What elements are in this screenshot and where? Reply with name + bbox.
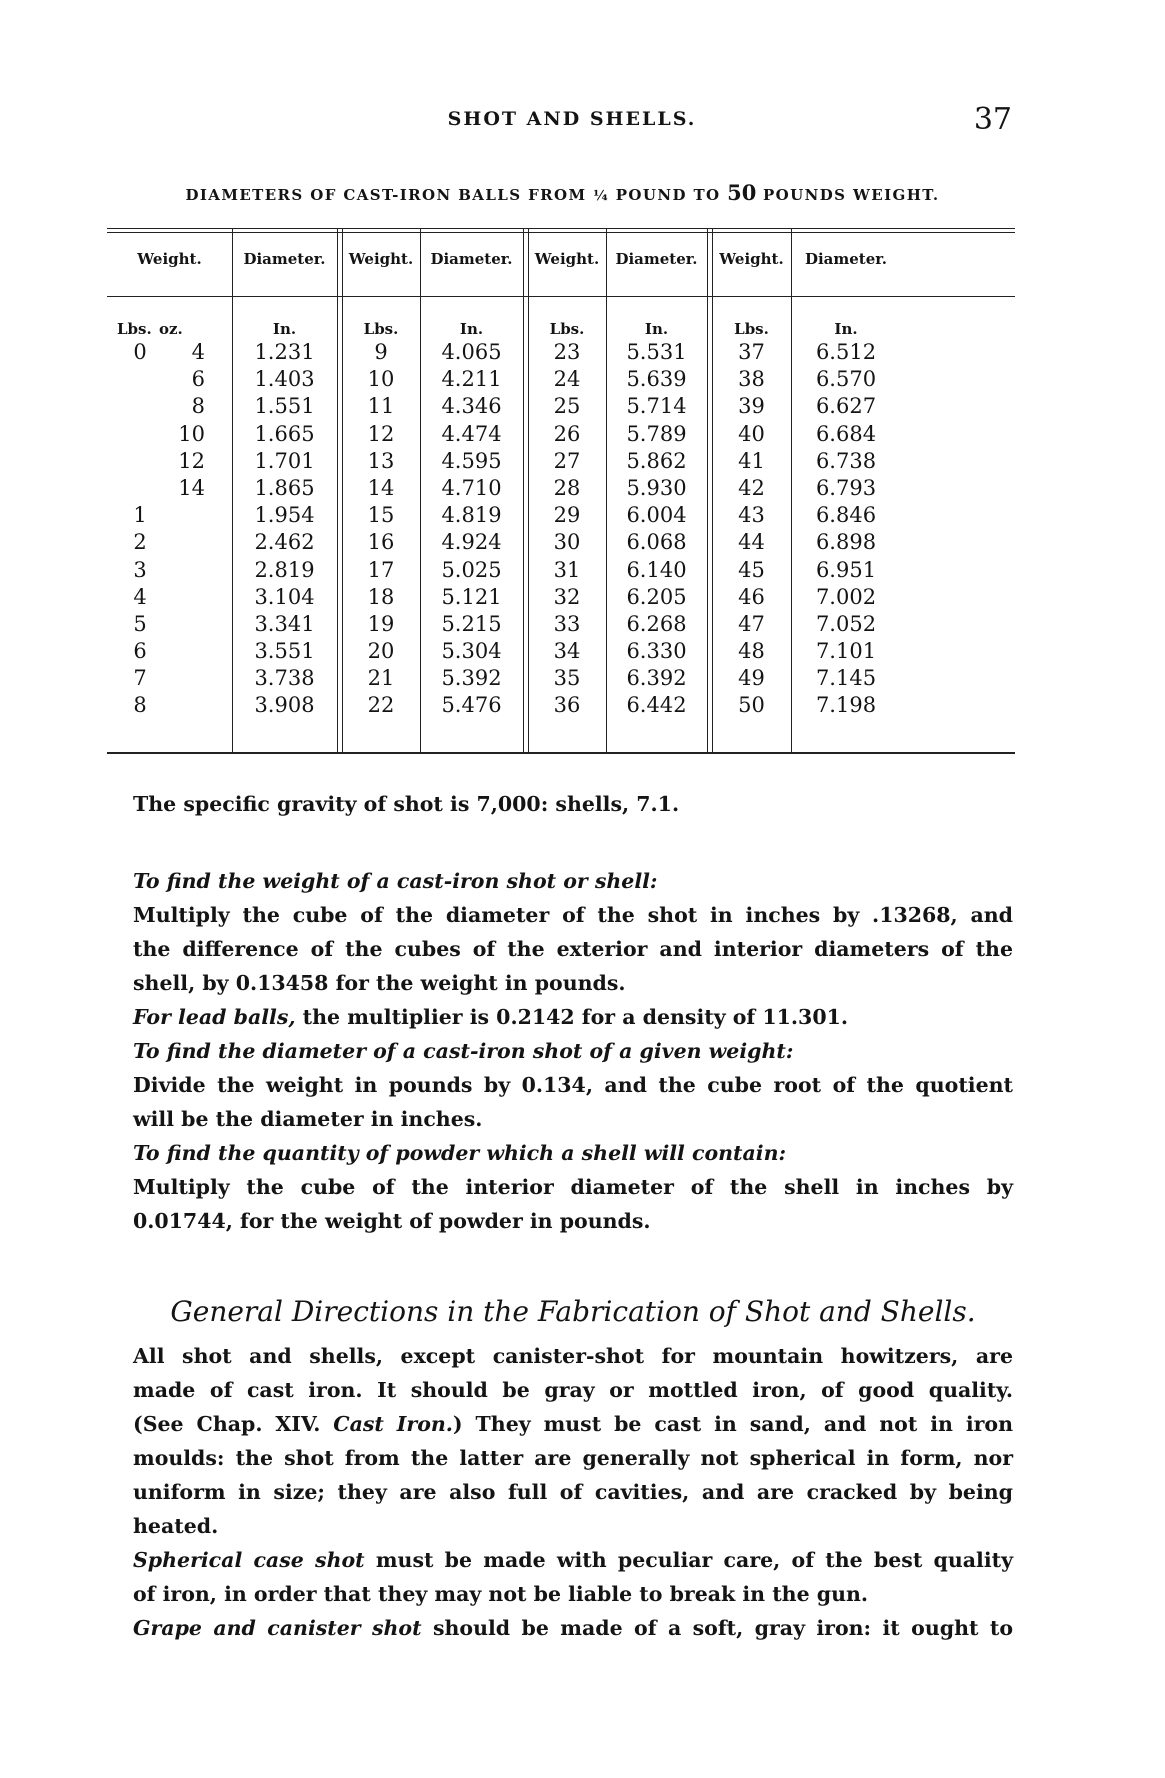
table-cell: 32 — [553, 584, 581, 609]
table-cell: 6.793 — [815, 475, 877, 500]
table-cell: 30 — [553, 530, 581, 555]
table-cell: 36 — [553, 693, 581, 718]
group-rule — [337, 228, 338, 752]
table-cell: 3.104 — [254, 584, 315, 609]
table-cell: 7.101 — [815, 639, 877, 664]
table-cell: 5.862 — [626, 448, 687, 473]
table-cell: 42 — [738, 475, 765, 500]
table-cell: 44 — [738, 530, 765, 555]
table-cell: 15 — [367, 503, 395, 528]
paragraph-text: must be made with peculiar care, of the best quality — [364, 1548, 1013, 1572]
table-cell: 33 — [553, 611, 581, 636]
section-heading: General Directions in the Fabrication of Shot and Shells. — [170, 1295, 976, 1328]
powder-heading: To find the quantity of powder which a shell will contain: — [133, 1141, 787, 1165]
table-cell: 5.639 — [626, 367, 687, 392]
table-cell: 39 — [738, 394, 765, 419]
table-cell: 24 — [553, 367, 581, 392]
table-cell: 6.512 — [815, 340, 877, 364]
group1-diameter-column — [232, 339, 337, 720]
table-cell: 21 — [367, 666, 395, 691]
table-cell: 35 — [553, 666, 581, 691]
table-cell: 2.462 — [254, 530, 315, 555]
table-cell: 8 — [191, 394, 205, 419]
table-cell: 1 — [133, 503, 147, 528]
diameter-heading: To find the diameter of a cast-iron shot of a given weight: — [133, 1039, 794, 1063]
table-cell: 5.531 — [626, 340, 687, 364]
table-cell: 5.392 — [441, 666, 502, 691]
table-top-rule — [107, 228, 1015, 229]
table-cell — [161, 611, 205, 638]
paragraph-line: moulds: the shot from the latter are generally not spherical in form, nor — [133, 1446, 1013, 1470]
table-cell: 38 — [738, 367, 765, 392]
table-cell: 1.403 — [254, 367, 315, 392]
diameter-text-line: will be the diameter in inches. — [133, 1107, 483, 1131]
table-cell: 6.570 — [815, 367, 877, 392]
table-cell: 6.392 — [626, 666, 687, 691]
table-cell: 2.819 — [254, 557, 315, 582]
spherical-case-shot-label: Spherical case shot — [133, 1548, 365, 1572]
table-cell: 14 — [178, 475, 205, 500]
table-cell: 12 — [367, 421, 395, 446]
table-cell: 16 — [367, 530, 395, 555]
table-cell: 4.065 — [441, 340, 502, 364]
lead-balls-text: the multiplier is 0.2142 for a density of 11.301. — [295, 1005, 848, 1029]
table-cell: 11 — [367, 394, 395, 419]
table-cell — [161, 502, 205, 529]
table-bottom-rule — [107, 752, 1015, 754]
table-cell: 1.865 — [254, 475, 315, 500]
table-cell: 6.442 — [626, 693, 687, 718]
table-cell: 25 — [553, 394, 581, 419]
table-cell — [125, 393, 155, 420]
table-cell: 6.627 — [815, 394, 877, 419]
table-cell: 34 — [553, 639, 581, 664]
caption-part-b: POUND TO — [615, 186, 721, 204]
specific-gravity-line: The specific gravity of shot is 7,000: shells, 7.1. — [133, 792, 680, 816]
group-rule — [707, 228, 708, 752]
caption-number: 50 — [727, 180, 757, 205]
group3-diameter-column — [606, 339, 707, 720]
table-cell: 1.231 — [254, 340, 315, 364]
table-cell: 5.215 — [441, 611, 502, 636]
table-cell: 12 — [178, 448, 205, 473]
table-cell — [161, 692, 205, 719]
paragraph-line: of iron, in order that they may not be liable to break in the gun. — [133, 1582, 869, 1606]
table-cell: 19 — [367, 611, 395, 636]
table-cell: 1.665 — [254, 421, 315, 446]
group2-weight-column — [342, 339, 420, 720]
group2-diameter-column — [420, 339, 523, 720]
table-cell: 6 — [133, 639, 147, 664]
table-cell: 4.710 — [441, 475, 502, 500]
unit-oz: oz. — [159, 320, 183, 338]
group4-weight-column — [712, 339, 791, 720]
formula-section — [133, 864, 1013, 1238]
header-diameter: Diameter. — [615, 250, 698, 268]
table-cell: 6.140 — [626, 557, 687, 582]
table-cell: 5.121 — [441, 584, 502, 609]
table-cell: 3 — [133, 557, 147, 582]
table-cell: 28 — [553, 475, 581, 500]
powder-text-line: Multiply the cube of the interior diameter of the shell in inches by — [133, 1175, 1013, 1199]
unit-lbs: Lbs. — [734, 320, 769, 338]
table-cell: 9 — [374, 340, 388, 364]
header-weight: Weight. — [534, 250, 600, 268]
paragraph-text: (See Chap. XIV. — [133, 1412, 334, 1436]
table-cell: 22 — [367, 693, 395, 718]
unit-in: In. — [459, 320, 484, 338]
table-cell — [161, 529, 205, 556]
table-cell: 4.346 — [441, 394, 502, 419]
caption-part-a: DIAMETERS OF CAST-IRON BALLS FROM — [185, 186, 587, 204]
unit-lbs: Lbs. — [363, 320, 399, 338]
table-cell: 3.341 — [254, 611, 315, 636]
group-rule — [523, 228, 524, 752]
table-cell: 5.304 — [441, 639, 502, 664]
paragraph-line: made of cast iron. It should be gray or mottled iron, of good quality. — [133, 1378, 1013, 1402]
table-cell: 6.205 — [626, 584, 687, 609]
table-cell: 29 — [553, 503, 581, 528]
table-cell: 37 — [738, 340, 765, 364]
group1-lbs-column — [125, 339, 155, 720]
table-cell: 26 — [553, 421, 581, 446]
table-cell: 4.474 — [441, 421, 502, 446]
table-cell: 6.330 — [626, 639, 687, 664]
table-cell: 6.738 — [815, 448, 877, 473]
paragraph-line: All shot and shells, except canister-shot for mountain howitzers, are — [133, 1344, 1013, 1368]
specific-gravity-paragraph — [133, 787, 1013, 821]
table-cell: 50 — [738, 693, 765, 718]
table-cell: 6 — [191, 367, 205, 392]
table-cell: 6.268 — [626, 611, 687, 636]
table-cell: 6.846 — [815, 503, 877, 528]
paragraph-text: should be made of a soft, gray iron: it ought to — [421, 1616, 1013, 1640]
table-caption — [110, 180, 1015, 205]
unit-in: In. — [834, 320, 858, 338]
table-cell — [161, 584, 205, 611]
header-diameter: Diameter. — [243, 250, 326, 268]
caption-fraction: ¼ — [593, 188, 610, 204]
table-cell: 47 — [738, 611, 765, 636]
table-cell: 13 — [367, 448, 395, 473]
table-cell: 41 — [738, 448, 765, 473]
table-cell: 6.898 — [815, 530, 877, 555]
table-cell: 7 — [133, 666, 147, 691]
table-cell: 46 — [738, 584, 765, 609]
running-title: SHOT AND SHELLS. — [447, 108, 697, 130]
table-cell: 1.701 — [254, 448, 315, 473]
table-cell: 5.025 — [441, 557, 502, 582]
table-cell: 40 — [738, 421, 765, 446]
table-cell: 49 — [738, 666, 765, 691]
fabrication-paragraphs — [133, 1339, 1013, 1645]
table-cell — [125, 421, 155, 448]
weight-text-line: shell, by 0.13458 for the weight in pounds. — [133, 971, 626, 995]
weight-text-line: Multiply the cube of the diameter of the shot in inches by .13268, and — [133, 903, 1013, 927]
table-cell — [161, 638, 205, 665]
table-cell: 4 — [133, 584, 147, 609]
table-cell: 1.954 — [254, 503, 315, 528]
paragraph-line: heated. — [133, 1514, 219, 1538]
table-cell: 27 — [553, 448, 581, 473]
caption-part-c: POUNDS WEIGHT. — [763, 186, 940, 204]
header-diameter: Diameter. — [804, 250, 888, 268]
lead-balls-label: For lead balls, — [133, 1005, 296, 1029]
table-cell: 7.002 — [815, 584, 877, 609]
table-cell: 4.595 — [441, 448, 502, 473]
table-cell: 3.551 — [254, 639, 315, 664]
table-cell — [161, 665, 205, 692]
table-top-rule-2 — [107, 232, 1015, 233]
table-cell: 45 — [738, 557, 765, 582]
table-cell: 43 — [738, 503, 765, 528]
table-cell: 0 — [133, 340, 147, 364]
header-weight: Weight. — [719, 250, 784, 268]
table-cell: 1.551 — [254, 394, 315, 419]
table-cell: 6.684 — [815, 421, 877, 446]
group3-weight-column — [528, 339, 606, 720]
header-weight: Weight. — [137, 250, 202, 268]
weight-text-line: the difference of the cubes of the exterior and interior diameters of the — [133, 937, 1013, 961]
table-cell: 31 — [553, 557, 581, 582]
powder-text-line: 0.01744, for the weight of powder in pounds. — [133, 1209, 651, 1233]
table-cell — [125, 475, 155, 502]
table-cell: 18 — [367, 584, 395, 609]
table-cell: 5.714 — [626, 394, 687, 419]
header-weight: Weight. — [348, 250, 414, 268]
group4-diameter-column — [791, 339, 901, 720]
table-cell — [125, 448, 155, 475]
table-cell: 2 — [133, 530, 147, 555]
table-cell: 3.738 — [254, 666, 315, 691]
table-cell: 4.819 — [441, 503, 502, 528]
table-cell: 4 — [191, 340, 205, 364]
table-cell: 6.951 — [815, 557, 877, 582]
table-cell: 7.145 — [815, 666, 877, 691]
table-cell — [125, 366, 155, 393]
table-cell: 5.476 — [441, 693, 502, 718]
cast-iron-reference: Cast Iron. — [333, 1412, 453, 1436]
table-cell: 10 — [178, 421, 205, 446]
unit-in: In. — [644, 320, 669, 338]
table-cell: 14 — [367, 475, 395, 500]
table-cell: 7.052 — [815, 611, 877, 636]
table-cell: 6.068 — [626, 530, 687, 555]
unit-lbs: Lbs. — [549, 320, 585, 338]
table-cell: 48 — [738, 639, 765, 664]
unit-in: In. — [272, 320, 297, 338]
unit-lbs: Lbs. — [117, 320, 152, 338]
table-cell: 23 — [553, 340, 581, 364]
table-cell: 8 — [133, 693, 147, 718]
table-cell: 20 — [367, 639, 395, 664]
table-cell — [161, 557, 205, 584]
page-number: 37 — [973, 102, 1012, 137]
header-rule — [107, 296, 1015, 297]
paragraph-text: ) They must be cast in sand, and not in iron — [452, 1412, 1013, 1436]
header-diameter: Diameter. — [430, 250, 513, 268]
table-cell: 4.211 — [441, 367, 502, 392]
table-cell: 6.004 — [626, 503, 687, 528]
diameter-table — [107, 228, 1015, 760]
table-cell: 5.930 — [626, 475, 687, 500]
running-head — [132, 102, 1012, 136]
table-cell: 5 — [133, 611, 147, 636]
paragraph-line: uniform in size; they are also full of cavities, and are cracked by being — [133, 1480, 1013, 1504]
grape-canister-label: Grape and canister shot — [133, 1616, 422, 1640]
table-cell: 17 — [367, 557, 395, 582]
weight-heading: To find the weight of a cast-iron shot or shell: — [133, 869, 658, 893]
table-cell: 3.908 — [254, 693, 315, 718]
diameter-text-line: Divide the weight in pounds by 0.134, and the cube root of the quotient — [133, 1073, 1013, 1097]
table-cell: 5.789 — [626, 421, 687, 446]
group1-oz-column — [161, 339, 205, 720]
table-cell: 4.924 — [441, 530, 502, 555]
table-cell: 7.198 — [815, 693, 877, 718]
table-cell: 10 — [367, 367, 395, 392]
